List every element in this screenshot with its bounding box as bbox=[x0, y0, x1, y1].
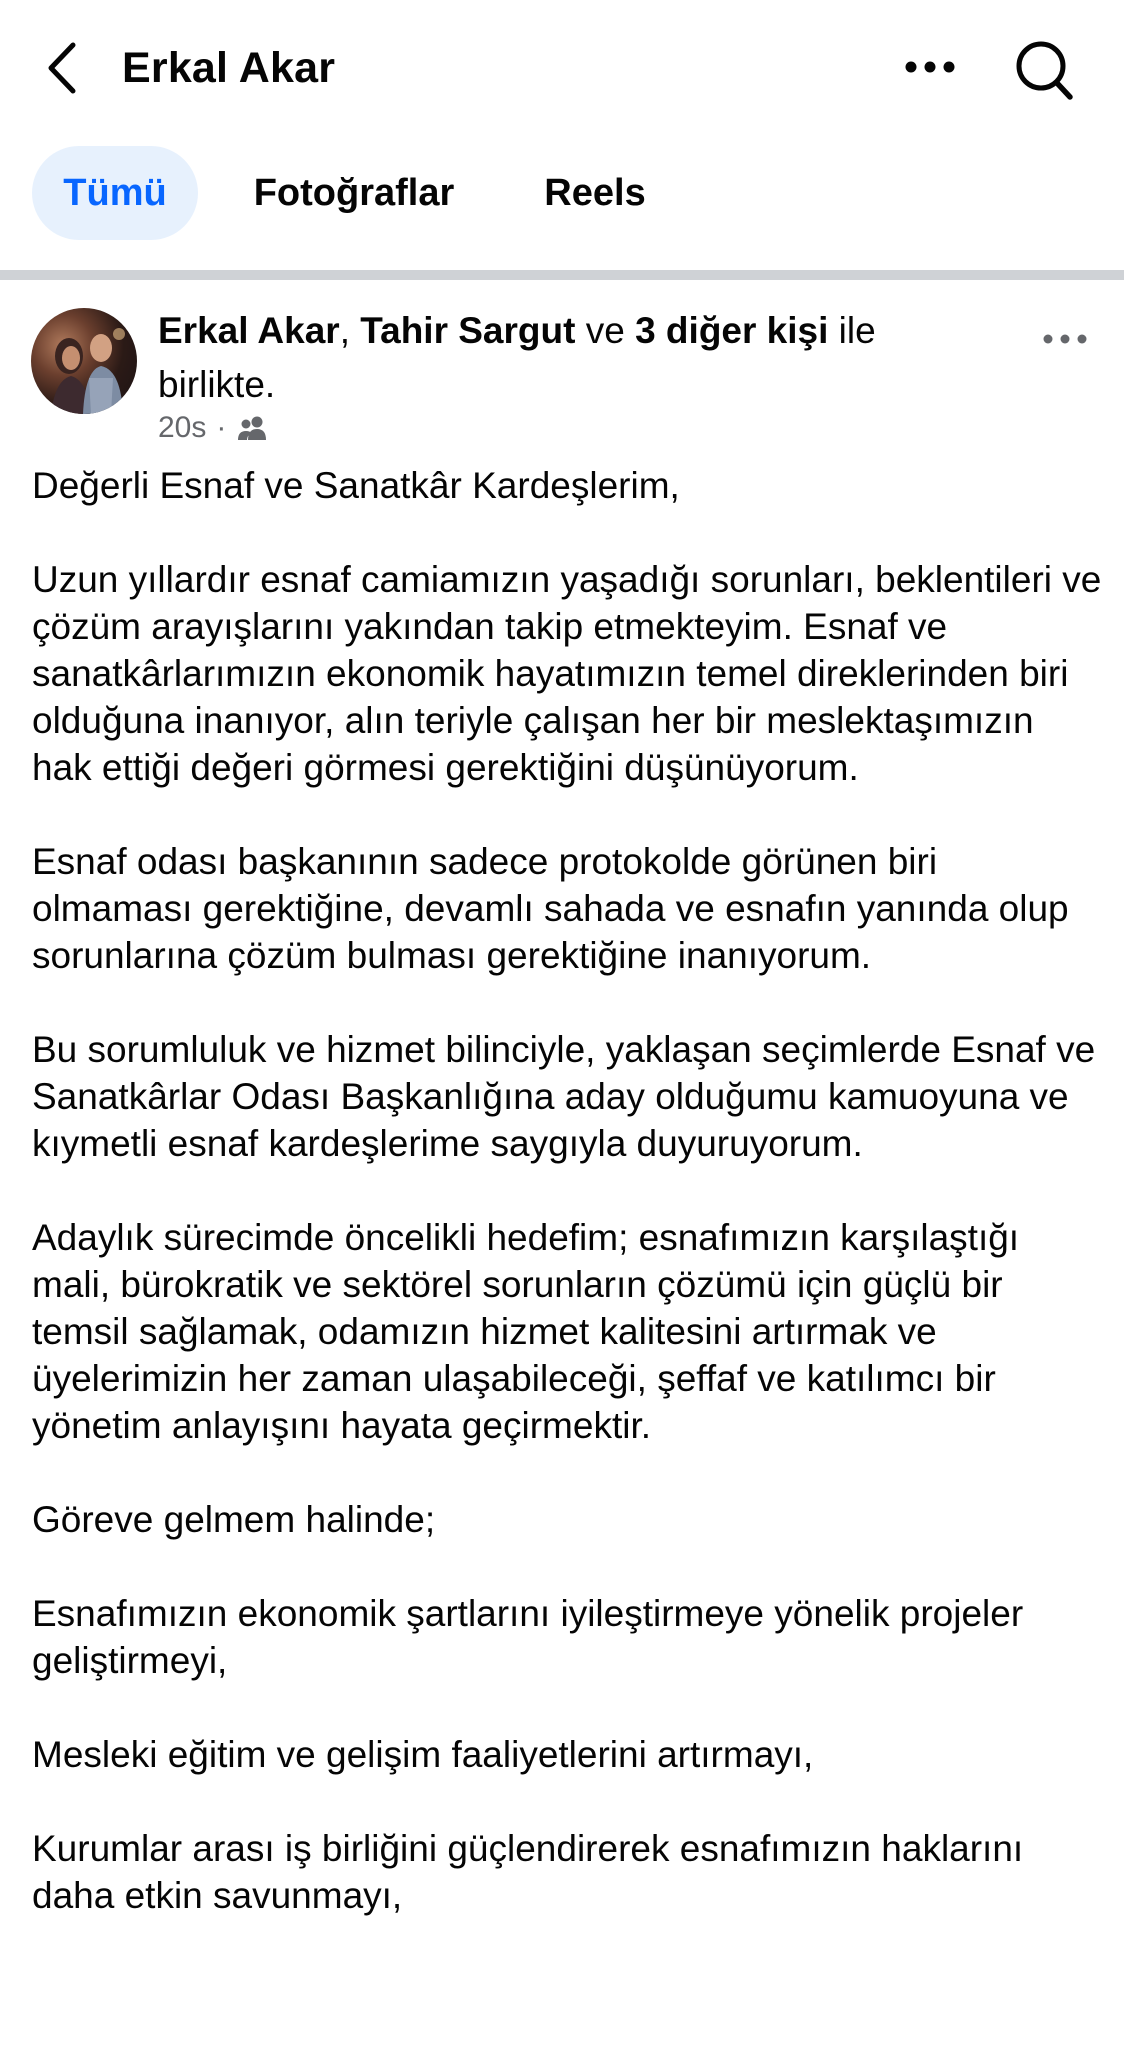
post-paragraph: Göreve gelmem halinde; bbox=[32, 1499, 436, 1540]
author-name-link[interactable]: Erkal Akar bbox=[158, 310, 340, 351]
post-header bbox=[0, 300, 1124, 450]
post-paragraph: Esnaf odası başkanının sadece protokolde görünen biri olmaması gerektiğine, devamlı sahada ve esnafın yanında olup sorunlarına çözüm bulması gerektiğine inanıyorum. bbox=[32, 841, 1069, 976]
post-options-button[interactable] bbox=[1040, 328, 1090, 350]
back-button[interactable] bbox=[40, 38, 84, 98]
post-paragraph: Kurumlar arası iş birliğini güçlendirerek esnafımızın haklarını daha etkin savunmayı, bbox=[32, 1828, 1024, 1916]
filter-tabs bbox=[0, 146, 1124, 242]
post-paragraph: Adaylık sürecimde öncelikli hedefim; esnafımızın karşılaştığı mali, bürokratik ve sektörel sorunların çözümü için güçlü bir temsil sağlamak, odamızın hizmet kalitesini artırmak ve üyelerimizin her zaman ulaşabileceği, şeffaf ve katılımcı bir yönetim anlayışını hayata geçirmektir. bbox=[32, 1217, 1020, 1446]
friends-icon bbox=[236, 415, 268, 441]
post-authors bbox=[158, 304, 958, 412]
with-suffix-text: ile birlikte. bbox=[158, 310, 876, 405]
tab-reels[interactable]: Reels bbox=[544, 171, 646, 214]
tab-all[interactable]: Tümü bbox=[32, 146, 198, 240]
search-button[interactable] bbox=[1010, 36, 1078, 104]
page-title: Erkal Akar bbox=[122, 44, 336, 92]
top-app-bar bbox=[0, 0, 1124, 135]
post-timestamp[interactable]: 20s bbox=[158, 411, 207, 444]
post-meta bbox=[158, 408, 268, 448]
post-text bbox=[32, 462, 1102, 1966]
post-paragraph: Mesleki eğitim ve gelişim faaliyetlerini artırmayı, bbox=[32, 1734, 814, 1775]
tab-photos[interactable]: Fotoğraflar bbox=[253, 171, 455, 214]
post-paragraph: Esnafımızın ekonomik şartlarını iyileştirmeye yönelik projeler geliştirmeyi, bbox=[32, 1593, 1024, 1681]
others-link[interactable]: 3 diğer kişi bbox=[635, 310, 829, 351]
post-paragraph: Bu sorumluluk ve hizmet bilinciyle, yaklaşan seçimlerde Esnaf ve Sanatkârlar Odası Başkanlığına aday olduğumu kamuoyuna ve kıymetli esnaf kardeşlerime saygıyla duyuruyorum. bbox=[32, 1029, 1096, 1164]
more-horizontal-icon bbox=[1043, 334, 1087, 344]
conjunction-text: ve bbox=[575, 310, 636, 351]
post-paragraph: Değerli Esnaf ve Sanatkâr Kardeşlerim, bbox=[32, 465, 680, 506]
chevron-left-icon bbox=[45, 41, 79, 95]
post-paragraph: Uzun yıllardır esnaf camiamızın yaşadığı sorunları, beklentileri ve çözüm arayışlarını yakından takip etmekteyim. Esnaf ve sanatkârlarımızın ekonomik hayatımızın temel direklerinden biri olduğuna inanıyor, alın teriyle çalışan her bir meslektaşımızın hak ettiği değeri görmesi gerektiğini düşünüyorum. bbox=[32, 559, 1102, 788]
tagged-person-link[interactable]: Tahir Sargut bbox=[360, 310, 576, 351]
section-divider bbox=[0, 270, 1124, 280]
author-separator: , bbox=[339, 310, 361, 351]
more-horizontal-icon bbox=[905, 61, 955, 73]
search-icon bbox=[1014, 39, 1074, 101]
more-options-button[interactable] bbox=[900, 45, 960, 89]
profile-photo-icon bbox=[31, 308, 137, 414]
meta-dot: · bbox=[216, 411, 227, 444]
avatar[interactable] bbox=[31, 308, 137, 414]
